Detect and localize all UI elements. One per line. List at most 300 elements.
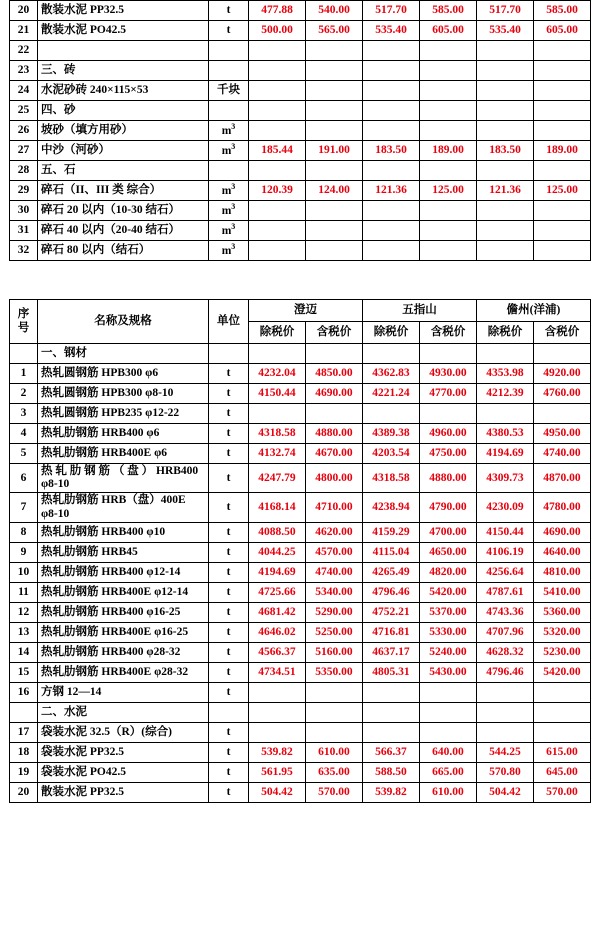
row-unit: $m^3$: [209, 201, 249, 221]
header-subcol-1-1: 含税价: [419, 322, 476, 344]
row-value-3: [420, 201, 477, 221]
row-value-4: 4787.61: [476, 582, 533, 602]
table-row: [10, 81, 591, 101]
table-row: [10, 424, 591, 444]
table-row: [10, 61, 591, 81]
row-value-2: 517.70: [363, 1, 420, 21]
row-value-2: 535.40: [363, 21, 420, 41]
row-value-2: 539.82: [362, 782, 419, 802]
row-item-name: 水泥砂砖 240×115×53: [38, 81, 209, 101]
row-value-1: 565.00: [306, 21, 363, 41]
row-value-5: [533, 682, 590, 702]
row-seq: 1: [10, 364, 38, 384]
row-value-1: 4620.00: [305, 522, 362, 542]
row-value-2: 4221.24: [362, 384, 419, 404]
header-subcol-2-1: 含税价: [533, 322, 590, 344]
row-value-0: 4566.37: [248, 642, 305, 662]
table-row: [10, 404, 591, 424]
row-value-2: 4716.81: [362, 622, 419, 642]
row-value-3: 610.00: [419, 782, 476, 802]
row-value-2: 4115.04: [362, 542, 419, 562]
header-subcol-0-1: 含税价: [305, 322, 362, 344]
row-value-1: [305, 404, 362, 424]
row-unit: t: [208, 493, 248, 522]
row-seq: 9: [10, 542, 38, 562]
table-row: [10, 41, 591, 61]
table-row: [10, 622, 591, 642]
row-value-5: [534, 201, 591, 221]
row-value-2: [363, 221, 420, 241]
row-unit: t: [208, 562, 248, 582]
row-value-4: 4194.69: [476, 444, 533, 464]
row-value-1: [306, 161, 363, 181]
row-value-3: 125.00: [420, 181, 477, 201]
row-unit: $m^3$: [209, 121, 249, 141]
row-value-5: 615.00: [533, 742, 590, 762]
row-seq: 8: [10, 522, 38, 542]
row-value-3: 4880.00: [419, 464, 476, 493]
row-value-2: 588.50: [362, 762, 419, 782]
row-value-3: 5240.00: [419, 642, 476, 662]
row-value-0: 4725.66: [248, 582, 305, 602]
row-seq: 2: [10, 384, 38, 404]
row-seq: 19: [10, 762, 38, 782]
row-value-0: [249, 161, 306, 181]
row-value-1: 5160.00: [305, 642, 362, 662]
section-val-2: [362, 344, 419, 364]
row-value-1: [305, 702, 362, 722]
row-value-4: 570.80: [476, 762, 533, 782]
row-value-2: 4238.94: [362, 493, 419, 522]
row-value-1: [306, 221, 363, 241]
row-value-4: [477, 41, 534, 61]
row-value-4: 4743.36: [476, 602, 533, 622]
row-value-2: 4159.29: [362, 522, 419, 542]
row-value-2: 4318.58: [362, 464, 419, 493]
row-unit: $m^3$: [209, 181, 249, 201]
row-seq: 12: [10, 602, 38, 622]
table-row: [10, 493, 591, 522]
row-value-4: 517.70: [477, 1, 534, 21]
materials-price-table-bottom: [9, 299, 591, 803]
row-seq: 6: [10, 464, 38, 493]
row-item-name: 热轧肋钢筋 HRB400 φ28-32: [38, 642, 209, 662]
table-row: [10, 562, 591, 582]
row-unit: t: [208, 384, 248, 404]
row-value-3: 5330.00: [419, 622, 476, 642]
row-value-5: 605.00: [534, 21, 591, 41]
row-value-5: 5230.00: [533, 642, 590, 662]
table-row: [10, 101, 591, 121]
row-item-name: 热轧圆钢筋 HPB300 φ8-10: [38, 384, 209, 404]
row-value-4: [476, 404, 533, 424]
row-value-5: 4950.00: [533, 424, 590, 444]
section-val-0: [248, 344, 305, 364]
row-value-4: [477, 121, 534, 141]
row-unit: t: [209, 21, 249, 41]
row-value-1: 570.00: [305, 782, 362, 802]
row-value-3: [420, 221, 477, 241]
row-seq: 27: [10, 141, 38, 161]
row-seq: 7: [10, 493, 38, 522]
row-value-0: [249, 241, 306, 261]
row-value-0: 561.95: [248, 762, 305, 782]
section-val-4: [476, 344, 533, 364]
row-seq: 17: [10, 722, 38, 742]
row-item-name: 中沙（河砂）: [38, 141, 209, 161]
row-value-2: [362, 404, 419, 424]
row-value-5: [534, 101, 591, 121]
table-row: [10, 762, 591, 782]
row-value-3: 4820.00: [419, 562, 476, 582]
row-item-name: 热轧圆钢筋 HPB300 φ6: [38, 364, 209, 384]
header-seq: 序号: [10, 300, 38, 344]
row-value-2: [363, 161, 420, 181]
row-value-4: [477, 101, 534, 121]
table-row: [10, 364, 591, 384]
row-unit: [208, 702, 248, 722]
row-item-name: 碎石 40 以内（20-40 结石）: [38, 221, 209, 241]
row-unit: t: [208, 742, 248, 762]
row-unit: t: [208, 522, 248, 542]
row-unit: t: [208, 762, 248, 782]
row-value-3: [419, 682, 476, 702]
row-value-2: 4637.17: [362, 642, 419, 662]
row-value-5: 4920.00: [533, 364, 590, 384]
row-value-1: 4800.00: [305, 464, 362, 493]
row-value-5: [534, 41, 591, 61]
row-value-0: 185.44: [249, 141, 306, 161]
row-value-4: 535.40: [477, 21, 534, 41]
row-seq: 18: [10, 742, 38, 762]
row-value-1: [305, 682, 362, 702]
row-seq: 29: [10, 181, 38, 201]
row-item-name: 热轧肋钢筋 HRB400 φ10: [38, 522, 209, 542]
row-value-0: 4318.58: [248, 424, 305, 444]
row-value-0: [249, 41, 306, 61]
row-value-5: 5360.00: [533, 602, 590, 622]
row-value-0: [248, 682, 305, 702]
row-value-0: 500.00: [249, 21, 306, 41]
header-subcol-2-0: 除税价: [476, 322, 533, 344]
row-value-0: 4247.79: [248, 464, 305, 493]
table-row: [10, 662, 591, 682]
row-value-4: 4106.19: [476, 542, 533, 562]
row-item-name: 碎石 80 以内（结石）: [38, 241, 209, 261]
row-value-0: [248, 702, 305, 722]
row-unit: t: [208, 444, 248, 464]
section-unit-blank: [208, 344, 248, 364]
row-unit: t: [208, 542, 248, 562]
row-unit: 千块: [209, 81, 249, 101]
row-value-1: 540.00: [306, 1, 363, 21]
row-value-4: 504.42: [476, 782, 533, 802]
row-value-0: 4044.25: [248, 542, 305, 562]
row-value-3: 585.00: [420, 1, 477, 21]
section-val-5: [533, 344, 590, 364]
row-value-5: 4740.00: [533, 444, 590, 464]
row-item-name: 热轧肋钢筋 HRB400E φ6: [38, 444, 209, 464]
row-unit: [209, 161, 249, 181]
row-unit: $m^3$: [209, 241, 249, 261]
row-seq: [10, 702, 38, 722]
row-value-5: 645.00: [533, 762, 590, 782]
row-value-3: 5420.00: [419, 582, 476, 602]
row-value-2: [363, 201, 420, 221]
header-unit: 单位: [208, 300, 248, 344]
row-value-5: [534, 121, 591, 141]
row-value-2: 183.50: [363, 141, 420, 161]
row-section-title: 二、水泥: [38, 702, 209, 722]
row-value-3: 4930.00: [419, 364, 476, 384]
row-seq: 13: [10, 622, 38, 642]
row-unit: t: [208, 662, 248, 682]
row-value-3: 665.00: [419, 762, 476, 782]
row-unit: t: [208, 464, 248, 493]
row-value-4: 4353.98: [476, 364, 533, 384]
header-subcol-0-0: 除税价: [248, 322, 305, 344]
row-value-3: [420, 61, 477, 81]
row-value-2: [362, 722, 419, 742]
row-value-0: 4734.51: [248, 662, 305, 682]
row-value-0: 4132.74: [248, 444, 305, 464]
row-seq: 30: [10, 201, 38, 221]
row-value-5: 585.00: [534, 1, 591, 21]
row-value-4: 4796.46: [476, 662, 533, 682]
row-value-4: 183.50: [477, 141, 534, 161]
row-value-4: 544.25: [476, 742, 533, 762]
row-value-0: [249, 101, 306, 121]
row-value-3: 4650.00: [419, 542, 476, 562]
row-value-2: 4265.49: [362, 562, 419, 582]
table-row: [10, 241, 591, 261]
row-value-3: [419, 722, 476, 742]
row-value-5: 4640.00: [533, 542, 590, 562]
row-value-3: 4700.00: [419, 522, 476, 542]
row-item-name: 散装水泥 PP32.5: [38, 782, 209, 802]
table-gap: [0, 261, 600, 299]
materials-price-table-top: [9, 0, 591, 261]
row-value-3: 605.00: [420, 21, 477, 41]
row-value-5: 4760.00: [533, 384, 590, 404]
row-section-title: 四、砂: [38, 101, 209, 121]
row-value-3: 5430.00: [419, 662, 476, 682]
row-value-5: [533, 702, 590, 722]
row-value-4: 4230.09: [476, 493, 533, 522]
row-value-1: 5350.00: [305, 662, 362, 682]
row-seq: 20: [10, 782, 38, 802]
row-value-5: 5410.00: [533, 582, 590, 602]
row-value-1: 124.00: [306, 181, 363, 201]
row-item-name: 袋装水泥 PO42.5: [38, 762, 209, 782]
table-row: [10, 522, 591, 542]
table-row: [10, 642, 591, 662]
row-value-5: 4780.00: [533, 493, 590, 522]
row-value-0: [249, 121, 306, 141]
row-seq: 31: [10, 221, 38, 241]
row-value-2: [363, 121, 420, 141]
row-value-3: [420, 41, 477, 61]
section-val-3: [419, 344, 476, 364]
row-value-4: [477, 61, 534, 81]
row-value-1: [305, 722, 362, 742]
row-value-3: 4770.00: [419, 384, 476, 404]
table-row: [10, 141, 591, 161]
row-seq: 20: [10, 1, 38, 21]
row-value-5: [534, 241, 591, 261]
row-value-3: [420, 121, 477, 141]
table-header-row-1: [10, 300, 591, 322]
row-value-0: [248, 722, 305, 742]
row-value-2: 121.36: [363, 181, 420, 201]
row-value-3: 4790.00: [419, 493, 476, 522]
row-seq: 22: [10, 41, 38, 61]
row-value-4: [477, 201, 534, 221]
section-seq-blank: [10, 344, 38, 364]
row-unit: [209, 41, 249, 61]
table-row: [10, 464, 591, 493]
row-item-name: [38, 41, 209, 61]
header-region-0: 澄迈: [248, 300, 362, 322]
row-value-0: [249, 61, 306, 81]
row-section-title: 三、砖: [38, 61, 209, 81]
row-value-4: [476, 722, 533, 742]
row-value-0: 4232.04: [248, 364, 305, 384]
row-value-4: [476, 702, 533, 722]
row-value-1: [306, 121, 363, 141]
row-value-3: 640.00: [419, 742, 476, 762]
row-value-2: [362, 702, 419, 722]
row-value-5: 125.00: [534, 181, 591, 201]
row-value-2: 4796.46: [362, 582, 419, 602]
row-value-1: 4710.00: [305, 493, 362, 522]
row-value-4: 4309.73: [476, 464, 533, 493]
row-seq: 4: [10, 424, 38, 444]
row-value-2: [363, 41, 420, 61]
row-value-0: 120.39: [249, 181, 306, 201]
row-value-2: [363, 61, 420, 81]
row-item-name: 热轧肋钢筋 HRB（盘）400E φ8-10: [38, 493, 209, 522]
row-value-4: 4380.53: [476, 424, 533, 444]
row-value-4: 121.36: [477, 181, 534, 201]
row-value-1: [306, 81, 363, 101]
row-value-1: 610.00: [305, 742, 362, 762]
section-header-row: [10, 344, 591, 364]
row-value-0: 4150.44: [248, 384, 305, 404]
row-item-name: 热轧肋钢筋 HRB400 φ16-25: [38, 602, 209, 622]
row-item-name: 热轧肋钢筋 HRB400E φ12-14: [38, 582, 209, 602]
row-value-2: [363, 81, 420, 101]
row-value-1: 4740.00: [305, 562, 362, 582]
row-item-name: 热轧肋钢筋 HRB400 φ12-14: [38, 562, 209, 582]
row-seq: 16: [10, 682, 38, 702]
row-value-3: [420, 241, 477, 261]
row-value-5: [534, 81, 591, 101]
table-row: [10, 181, 591, 201]
table-row: [10, 201, 591, 221]
row-seq: 24: [10, 81, 38, 101]
table-row: [10, 1, 591, 21]
row-value-2: [362, 682, 419, 702]
row-unit: t: [208, 642, 248, 662]
row-value-4: [477, 81, 534, 101]
row-seq: 11: [10, 582, 38, 602]
row-unit: $m^3$: [209, 141, 249, 161]
header-region-1: 五指山: [362, 300, 476, 322]
row-value-2: [363, 101, 420, 121]
row-value-1: 4850.00: [305, 364, 362, 384]
row-value-1: 5250.00: [305, 622, 362, 642]
table-row: [10, 582, 591, 602]
row-item-name: 热轧肋钢筋 HRB400E φ16-25: [38, 622, 209, 642]
row-value-0: 4168.14: [248, 493, 305, 522]
table-row: [10, 742, 591, 762]
row-unit: t: [208, 582, 248, 602]
row-value-4: [477, 221, 534, 241]
row-value-1: [306, 241, 363, 261]
row-unit: t: [208, 404, 248, 424]
table-row: [10, 384, 591, 404]
row-value-0: [249, 201, 306, 221]
row-item-name: 碎石（II、III 类 综合）: [38, 181, 209, 201]
row-value-2: 4362.83: [362, 364, 419, 384]
row-value-2: 4203.54: [362, 444, 419, 464]
row-value-0: [249, 81, 306, 101]
row-item-name: 袋装水泥 32.5（R）(综合): [38, 722, 209, 742]
row-value-0: 539.82: [248, 742, 305, 762]
row-value-2: 566.37: [362, 742, 419, 762]
row-value-3: [420, 101, 477, 121]
table-row: [10, 602, 591, 622]
table-row: [10, 121, 591, 141]
row-value-4: 4256.64: [476, 562, 533, 582]
row-value-4: 4707.96: [476, 622, 533, 642]
row-value-1: [306, 41, 363, 61]
row-unit: t: [208, 424, 248, 444]
row-seq: 25: [10, 101, 38, 121]
row-value-1: 5290.00: [305, 602, 362, 622]
row-value-0: 4646.02: [248, 622, 305, 642]
row-item-name: 散装水泥 PP32.5: [38, 1, 209, 21]
row-item-name: 碎石 20 以内（10-30 结石）: [38, 201, 209, 221]
row-value-1: [306, 61, 363, 81]
row-item-name: 热轧圆钢筋 HPB235 φ12-22: [38, 404, 209, 424]
row-value-2: 4389.38: [362, 424, 419, 444]
row-value-3: 5370.00: [419, 602, 476, 622]
table-row: [10, 542, 591, 562]
row-unit: t: [208, 782, 248, 802]
table-row: [10, 444, 591, 464]
row-seq: 5: [10, 444, 38, 464]
row-unit: t: [208, 682, 248, 702]
row-value-5: 4690.00: [533, 522, 590, 542]
row-value-5: [534, 221, 591, 241]
row-value-1: 4690.00: [305, 384, 362, 404]
row-unit: t: [208, 602, 248, 622]
row-value-1: 4670.00: [305, 444, 362, 464]
row-item-name: 热轧肋钢筋 HRB400E φ28-32: [38, 662, 209, 682]
row-value-2: 4752.21: [362, 602, 419, 622]
table-row: [10, 682, 591, 702]
header-subcol-1-0: 除税价: [362, 322, 419, 344]
row-value-5: 5320.00: [533, 622, 590, 642]
table-row: [10, 782, 591, 802]
row-seq: 28: [10, 161, 38, 181]
row-item-name: 热轧肋钢筋 HRB400 φ6: [38, 424, 209, 444]
row-value-5: 570.00: [533, 782, 590, 802]
row-value-4: [476, 682, 533, 702]
row-value-3: [419, 702, 476, 722]
